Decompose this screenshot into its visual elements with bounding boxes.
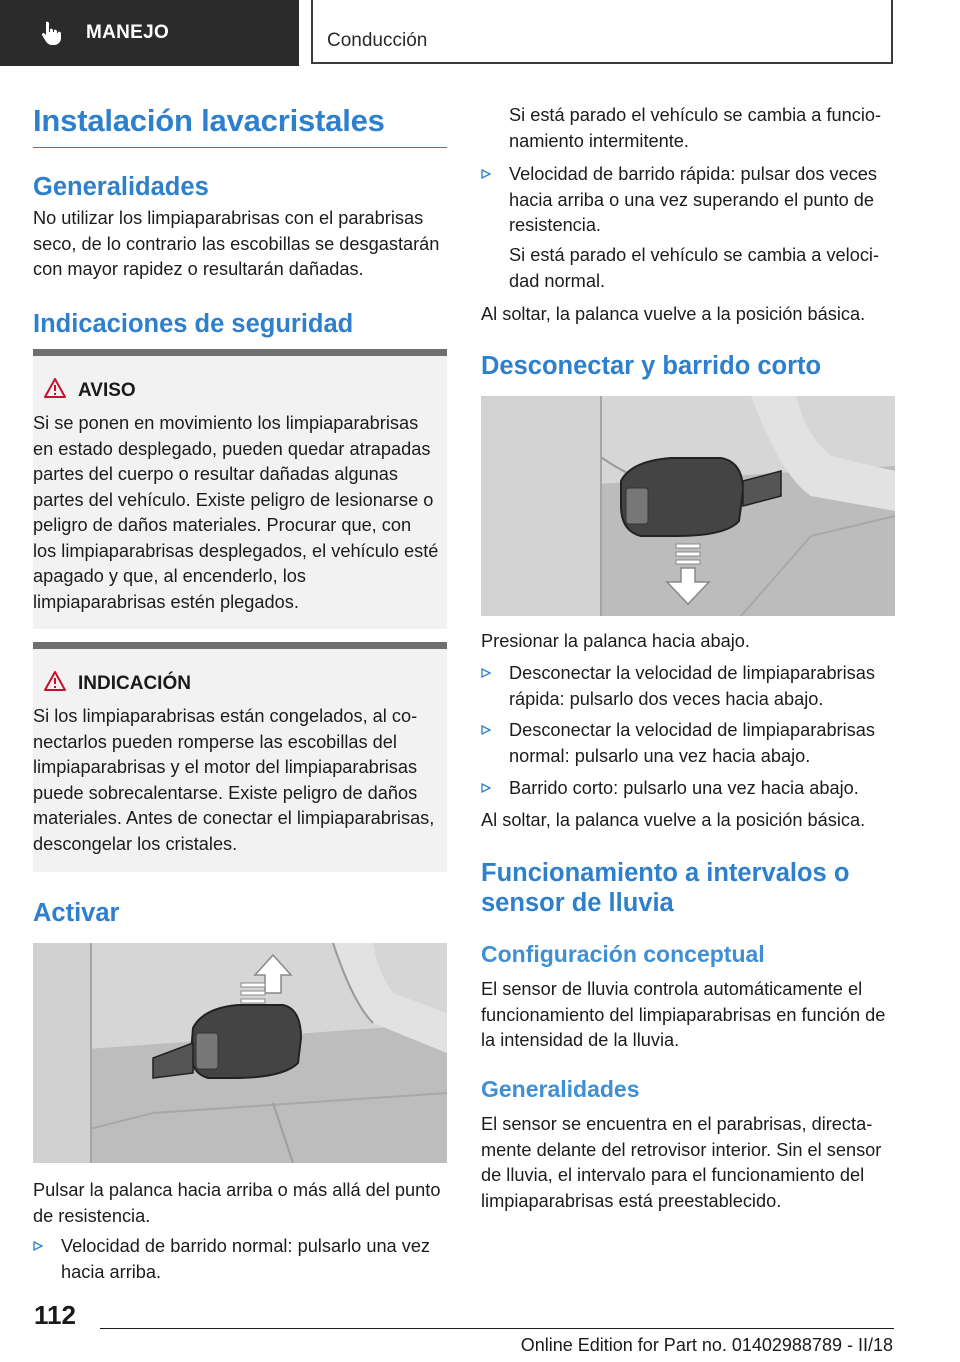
hand-icon xyxy=(40,20,64,46)
soltar-paragraph: Al soltar, la palanca vuelve a la posición básica. xyxy=(481,304,866,324)
bullet-item xyxy=(33,1234,447,1285)
bullet-item xyxy=(481,776,895,802)
page-title: Instalación lavacristales xyxy=(33,103,385,138)
bullet-text: Barrido corto: pulsarlo una vez hacia abajo. xyxy=(509,778,859,798)
indicacion-title: INDICACIÓN xyxy=(78,673,191,694)
section-tab xyxy=(0,0,299,66)
warning-triangle-icon xyxy=(43,670,67,692)
aviso-body: Si se ponen en movimiento los limpiaparabrisas en estado desplegado, pueden quedar atrapadas partes del cuerpo o resultar dañadas algunas partes del vehículo. Existe peligro de lesionarse o peligro de daños materiales. Procurar que, con los limpiaparabrisas desplegados, el vehículo esté apagado y que, al encenderlo, los limpiaparabrisas estén plegados. xyxy=(33,413,439,612)
footer-rule xyxy=(100,1328,894,1329)
warning-triangle-icon xyxy=(43,377,67,399)
soltar-paragraph: Al soltar, la palanca vuelve a la posición básica. xyxy=(481,810,866,830)
continuation-paragraph: Si está parado el vehículo se cambia a funcionamiento intermitente. xyxy=(509,105,882,151)
continuation-paragraph: Si está parado el vehículo se cambia a velocidad normal. xyxy=(509,245,880,291)
bullet-item xyxy=(481,162,895,239)
generalidades-paragraph: No utilizar los limpiaparabrisas con el parabrisas seco, de lo contrario las escobillas se desgastarán con mayor rapidez o resultarán dañadas. xyxy=(33,208,440,279)
bullet-item xyxy=(481,718,895,769)
generalidades-heading: Generalidades xyxy=(33,173,209,201)
triangle-bullet-icon xyxy=(481,725,491,735)
page-number: 112 xyxy=(34,1300,76,1330)
triangle-bullet-icon xyxy=(481,783,491,793)
section-title: MANEJO xyxy=(86,22,170,43)
generalidades2-paragraph: El sensor se encuentra en el parabrisas, directamente delante del retrovisor interior. Sin el sensor de lluvia, el intervalo para el funcionamiento del limpiaparabrisas está preestablecido. xyxy=(481,1114,882,1211)
bullet-text: Velocidad de barrido normal: pulsarlo una vez hacia arriba. xyxy=(61,1236,431,1282)
indicacion-box xyxy=(33,642,447,872)
indicacion-body: Si los limpiaparabrisas están congelados, al conectarlos pueden romperse las escobillas del limpiaparabrisas y el motor del limpiaparabrisas puede sobrecalentarse. Existe peligro de daños materiales. Antes de conectar el limpiaparabrisas, descongelar los cristales. xyxy=(33,706,435,854)
activar-heading: Activar xyxy=(33,899,120,927)
edition-footer: Online Edition for Part no. 01402988789 - II/18 xyxy=(520,1335,893,1355)
bullet-text: Desconectar la velocidad de limpiaparabrisas rápida: pulsarlo dos veces hacia abajo. xyxy=(509,663,875,709)
desconectar-heading: Desconectar y barrido corto xyxy=(481,352,822,380)
seguridad-heading: Indicaciones de seguridad xyxy=(33,310,354,338)
bullet-item xyxy=(481,661,895,712)
bullet-text: Desconectar la velocidad de limpiaparabrisas normal: pulsarlo una vez hacia abajo. xyxy=(509,720,875,766)
chapter-tab xyxy=(311,0,893,64)
generalidades2-heading: Generalidades xyxy=(481,1076,640,1102)
figure-lever-down xyxy=(481,396,895,616)
bullet-text: Velocidad de barrido rápida: pulsar dos veces hacia arriba o una vez superando el punto de resistencia. xyxy=(509,164,878,235)
triangle-bullet-icon xyxy=(481,169,491,179)
activar-paragraph: Pulsar la palanca hacia arriba o más allá del punto de resistencia. xyxy=(33,1180,441,1226)
title-rule xyxy=(33,147,447,148)
chapter-title: Conducción xyxy=(327,30,428,51)
triangle-bullet-icon xyxy=(481,668,491,678)
aviso-box xyxy=(33,349,447,629)
presionar-paragraph: Presionar la palanca hacia abajo. xyxy=(481,631,750,651)
config-heading: Configuración conceptual xyxy=(481,941,765,967)
config-paragraph: El sensor de lluvia controla automáticamente el funcionamiento del limpiaparabrisas en función de la intensidad de la lluvia. xyxy=(481,979,886,1050)
triangle-bullet-icon xyxy=(33,1241,43,1251)
figure-lever-up xyxy=(33,943,447,1163)
aviso-title: AVISO xyxy=(78,380,136,401)
intervalos-heading: Funcionamiento a intervalos o sensor de lluvia xyxy=(481,859,850,917)
